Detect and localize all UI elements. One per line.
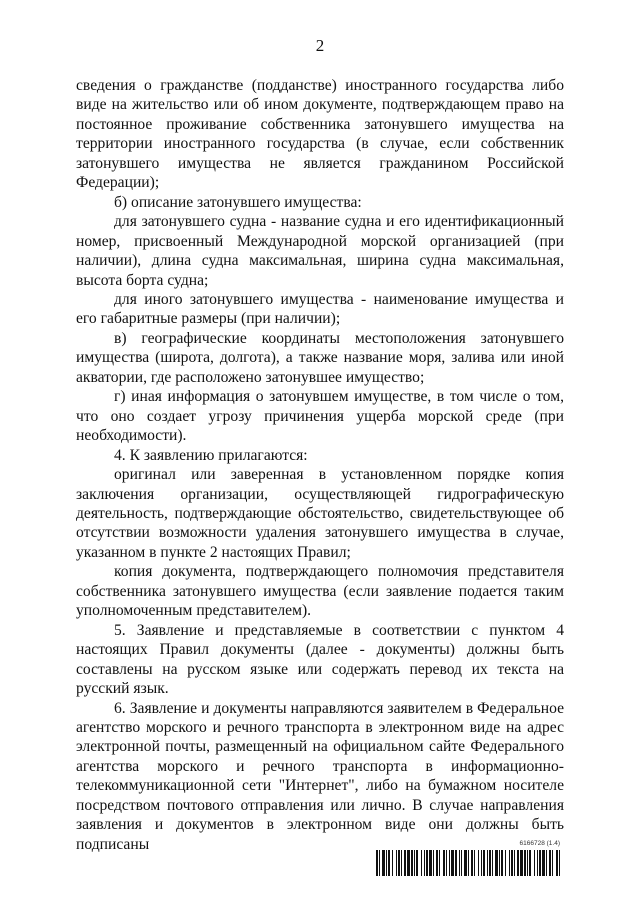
barcode-bar [404, 850, 406, 876]
barcode-bar [529, 850, 531, 876]
barcode-bar [426, 850, 428, 876]
paragraph-item-b: б) описание затонувшего имущества: [114, 193, 362, 211]
barcode-bar [433, 850, 434, 876]
barcode-bar [436, 850, 438, 876]
barcode-bar [382, 850, 385, 876]
barcode-bar [478, 850, 479, 876]
barcode-bar [386, 850, 387, 876]
barcode-bar [446, 850, 447, 876]
barcode-bar [517, 850, 519, 876]
barcode-bar [524, 850, 526, 876]
barcode-bar [439, 850, 440, 876]
barcode-bar [559, 850, 560, 876]
barcode-bar [527, 850, 528, 876]
barcode-bar [489, 850, 491, 876]
barcode-bar [468, 850, 469, 876]
barcode-bar [481, 850, 482, 876]
barcode-bar [401, 850, 402, 876]
barcode-bar [495, 850, 498, 876]
barcode-bar [549, 850, 551, 876]
paragraph-original-copy: оригинал или заверенная в установленном порядке копия заключения организации, осуществляющей гидрографическую деятельность, подтверждающие обстоятельство, свидетельствующее об отсутствии возможности удаления затонувшего имущества в случае, указанном в пункте 2 настоящих Правил; [76, 466, 564, 561]
barcode-bar [414, 850, 415, 876]
barcode-bar [537, 850, 538, 876]
paragraph-section-4: 4. К заявлению прилагаются: [114, 446, 308, 464]
barcode-bar [424, 850, 425, 876]
barcode-bar [416, 850, 418, 876]
paragraph-item-g: г) иная информация о затонувшем имуществе, в том числе о том, что оно создает угрозу причинения ущерба морской среде (при необходимости). [76, 388, 564, 445]
paragraph-section-6: 6. Заявление и документы направляются заявителем в Федеральное агентство морского и речного транспорта в электронном виде на адрес электронной почты, размещенный на официальном сайте Федерального агентства морского и речного транспорта в информационно-телекоммуникационной сети "Интернет", либо на бумажном носителе посредством почтового отправления или лично. В случае направления заявления и документов в электронном виде они должны быть подписаны [76, 699, 564, 853]
barcode-bar [376, 850, 378, 876]
document-code: 6166728 (1.4) [519, 840, 560, 847]
barcode-icon [376, 850, 562, 876]
barcode-bar [552, 850, 553, 876]
page-number: 2 [315, 36, 325, 55]
barcode-bar [464, 850, 467, 876]
barcode-bar [499, 850, 500, 876]
barcode-bar [483, 850, 485, 876]
barcode-bar [492, 850, 493, 876]
paragraph-other-property: для иного затонувшего имущества - наименование имущества и его габаритные размеры (при наличии); [76, 290, 564, 328]
barcode-bar [546, 850, 547, 876]
barcode-bar [461, 850, 462, 876]
barcode-bar [421, 850, 422, 876]
barcode-bar [429, 850, 432, 876]
barcode-bar [455, 850, 457, 876]
barcode-bar [379, 850, 380, 876]
barcode-bar [459, 850, 460, 876]
barcode-bar [471, 850, 473, 876]
barcode-bar [505, 850, 506, 876]
document-body [76, 76, 564, 854]
barcode-bar [509, 850, 510, 876]
paragraph-sunken-vessel: для затонувшего судна - название судна и его идентификационный номер, присвоенный Международной морской организацией (при наличии), длина судна максимальная, ширина судна максимальная, высота борта судна; [76, 213, 564, 289]
paragraph-item-v: в) географические координаты местоположения затонувшего имущества (широта, долгота), а также название моря, залива или иной акватории, где расположено затонувшее имущество; [76, 329, 564, 386]
paragraph-power-of-attorney: копия документа, подтверждающего полномочия представителя собственника затонувшего имущества (если заявление подается таким уполномоченным представителем). [76, 563, 564, 620]
barcode-bar [539, 850, 541, 876]
barcode-bar [398, 850, 400, 876]
barcode-bar [520, 850, 523, 876]
barcode-bar [501, 850, 503, 876]
barcode-bar [388, 850, 390, 876]
barcode-bar [396, 850, 397, 876]
barcode-bar [411, 850, 413, 876]
paragraph-section-5: 5. Заявление и представляемые в соответствии с пунктом 4 настоящих Правил документы (далее - документы) должны быть составлены на русском языке или содержать перевод их текста на русский язык. [76, 621, 564, 698]
barcode-bar [451, 850, 454, 876]
barcode-bar [534, 850, 535, 876]
barcode-bar [514, 850, 515, 876]
barcode-bar [474, 850, 475, 876]
barcode-bar [392, 850, 393, 876]
barcode-bar [542, 850, 545, 876]
barcode-bar [407, 850, 410, 876]
barcode-bar [487, 850, 488, 876]
barcode-bar [556, 850, 558, 876]
barcode-bar [443, 850, 445, 876]
barcode-bar [449, 850, 450, 876]
barcode-bar [511, 850, 513, 876]
paragraph-citizenship: сведения о гражданстве (подданстве) иностранного государства либо виде на жительство или об ином документе, подтверждающем право на постоянное проживание собственника затонувшего имущества на территории иностранного государства (в случае, если собственник затонувшего имущества не является гражданином Российской Федерации); [76, 77, 564, 192]
